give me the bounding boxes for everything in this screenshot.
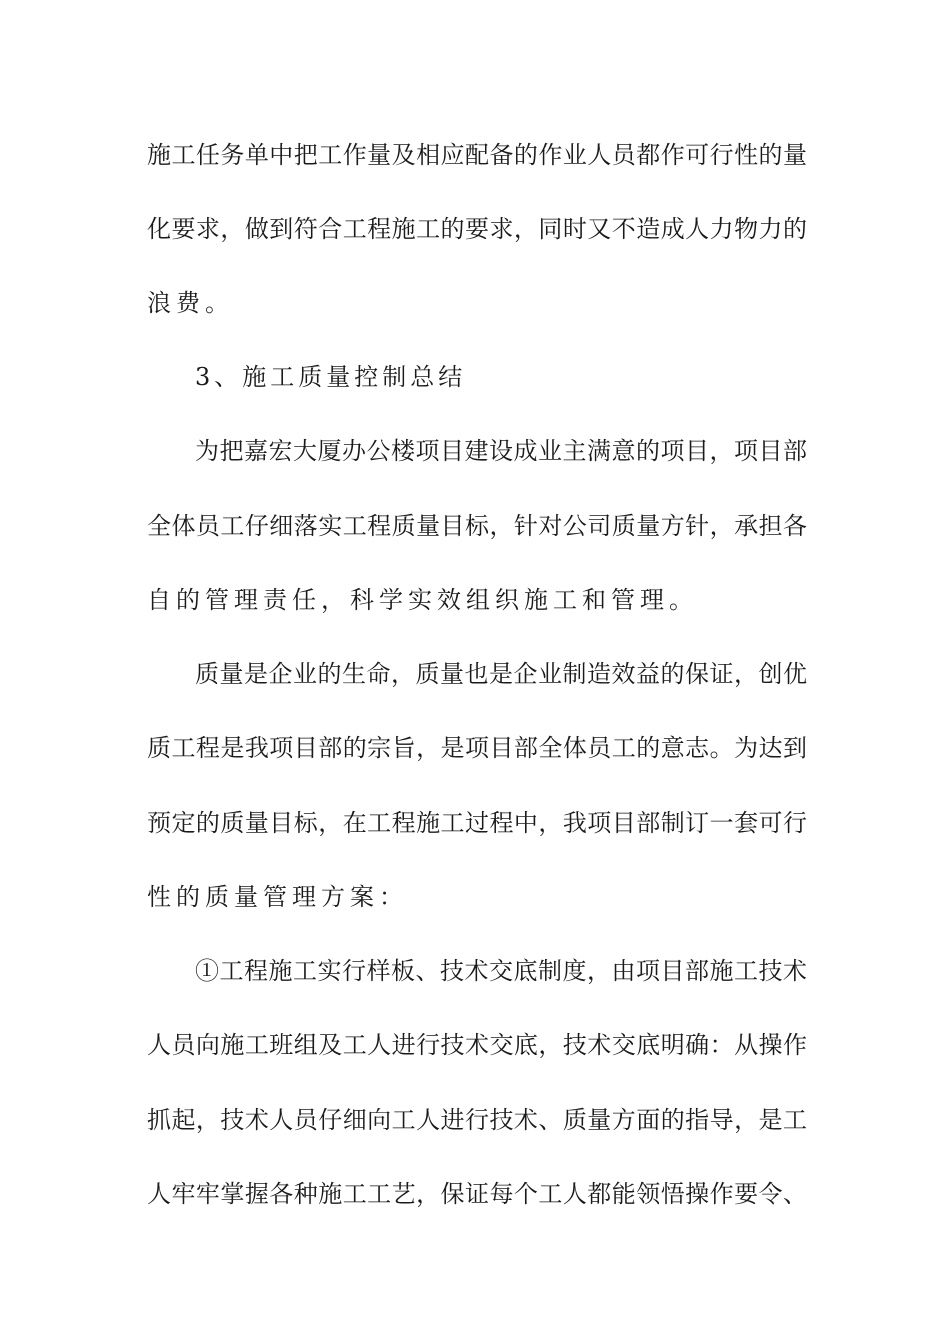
text-line: 抓起，技术人员仔细向工人进行技术、质量方面的指导，是工 bbox=[147, 1106, 807, 1134]
text-line: 施工任务单中把工作量及相应配备的作业人员都作可行性的量 bbox=[147, 141, 807, 169]
text-line: 人牢牢掌握各种施工工艺，保证每个工人都能领悟操作要令、 bbox=[147, 1180, 807, 1208]
text-line: 人员向施工班组及工人进行技术交底，技术交底明确：从操作 bbox=[147, 1031, 807, 1059]
section-heading: 3、施工质量控制总结 bbox=[195, 363, 467, 391]
text-line: 自的管理责任，科学实效组织施工和管理。 bbox=[147, 586, 698, 614]
paragraph-first-line: ①工程施工实行样板、技术交底制度，由项目部施工技术 bbox=[195, 957, 807, 985]
text-line: 全体员工仔细落实工程质量目标，针对公司质量方针，承担各 bbox=[147, 512, 807, 540]
paragraph-first-line: 为把嘉宏大厦办公楼项目建设成业主满意的项目，项目部 bbox=[195, 437, 807, 465]
text-line: 性的质量管理方案： bbox=[147, 883, 408, 911]
text-line: 预定的质量目标，在工程施工过程中，我项目部制订一套可行 bbox=[147, 809, 807, 837]
text-line: 浪费。 bbox=[147, 289, 234, 317]
text-line: 质工程是我项目部的宗旨，是项目部全体员工的意志。为达到 bbox=[147, 734, 807, 762]
text-line: 化要求，做到符合工程施工的要求，同时又不造成人力物力的 bbox=[147, 215, 807, 243]
paragraph-first-line: 质量是企业的生命，质量也是企业制造效益的保证，创优 bbox=[195, 660, 807, 688]
